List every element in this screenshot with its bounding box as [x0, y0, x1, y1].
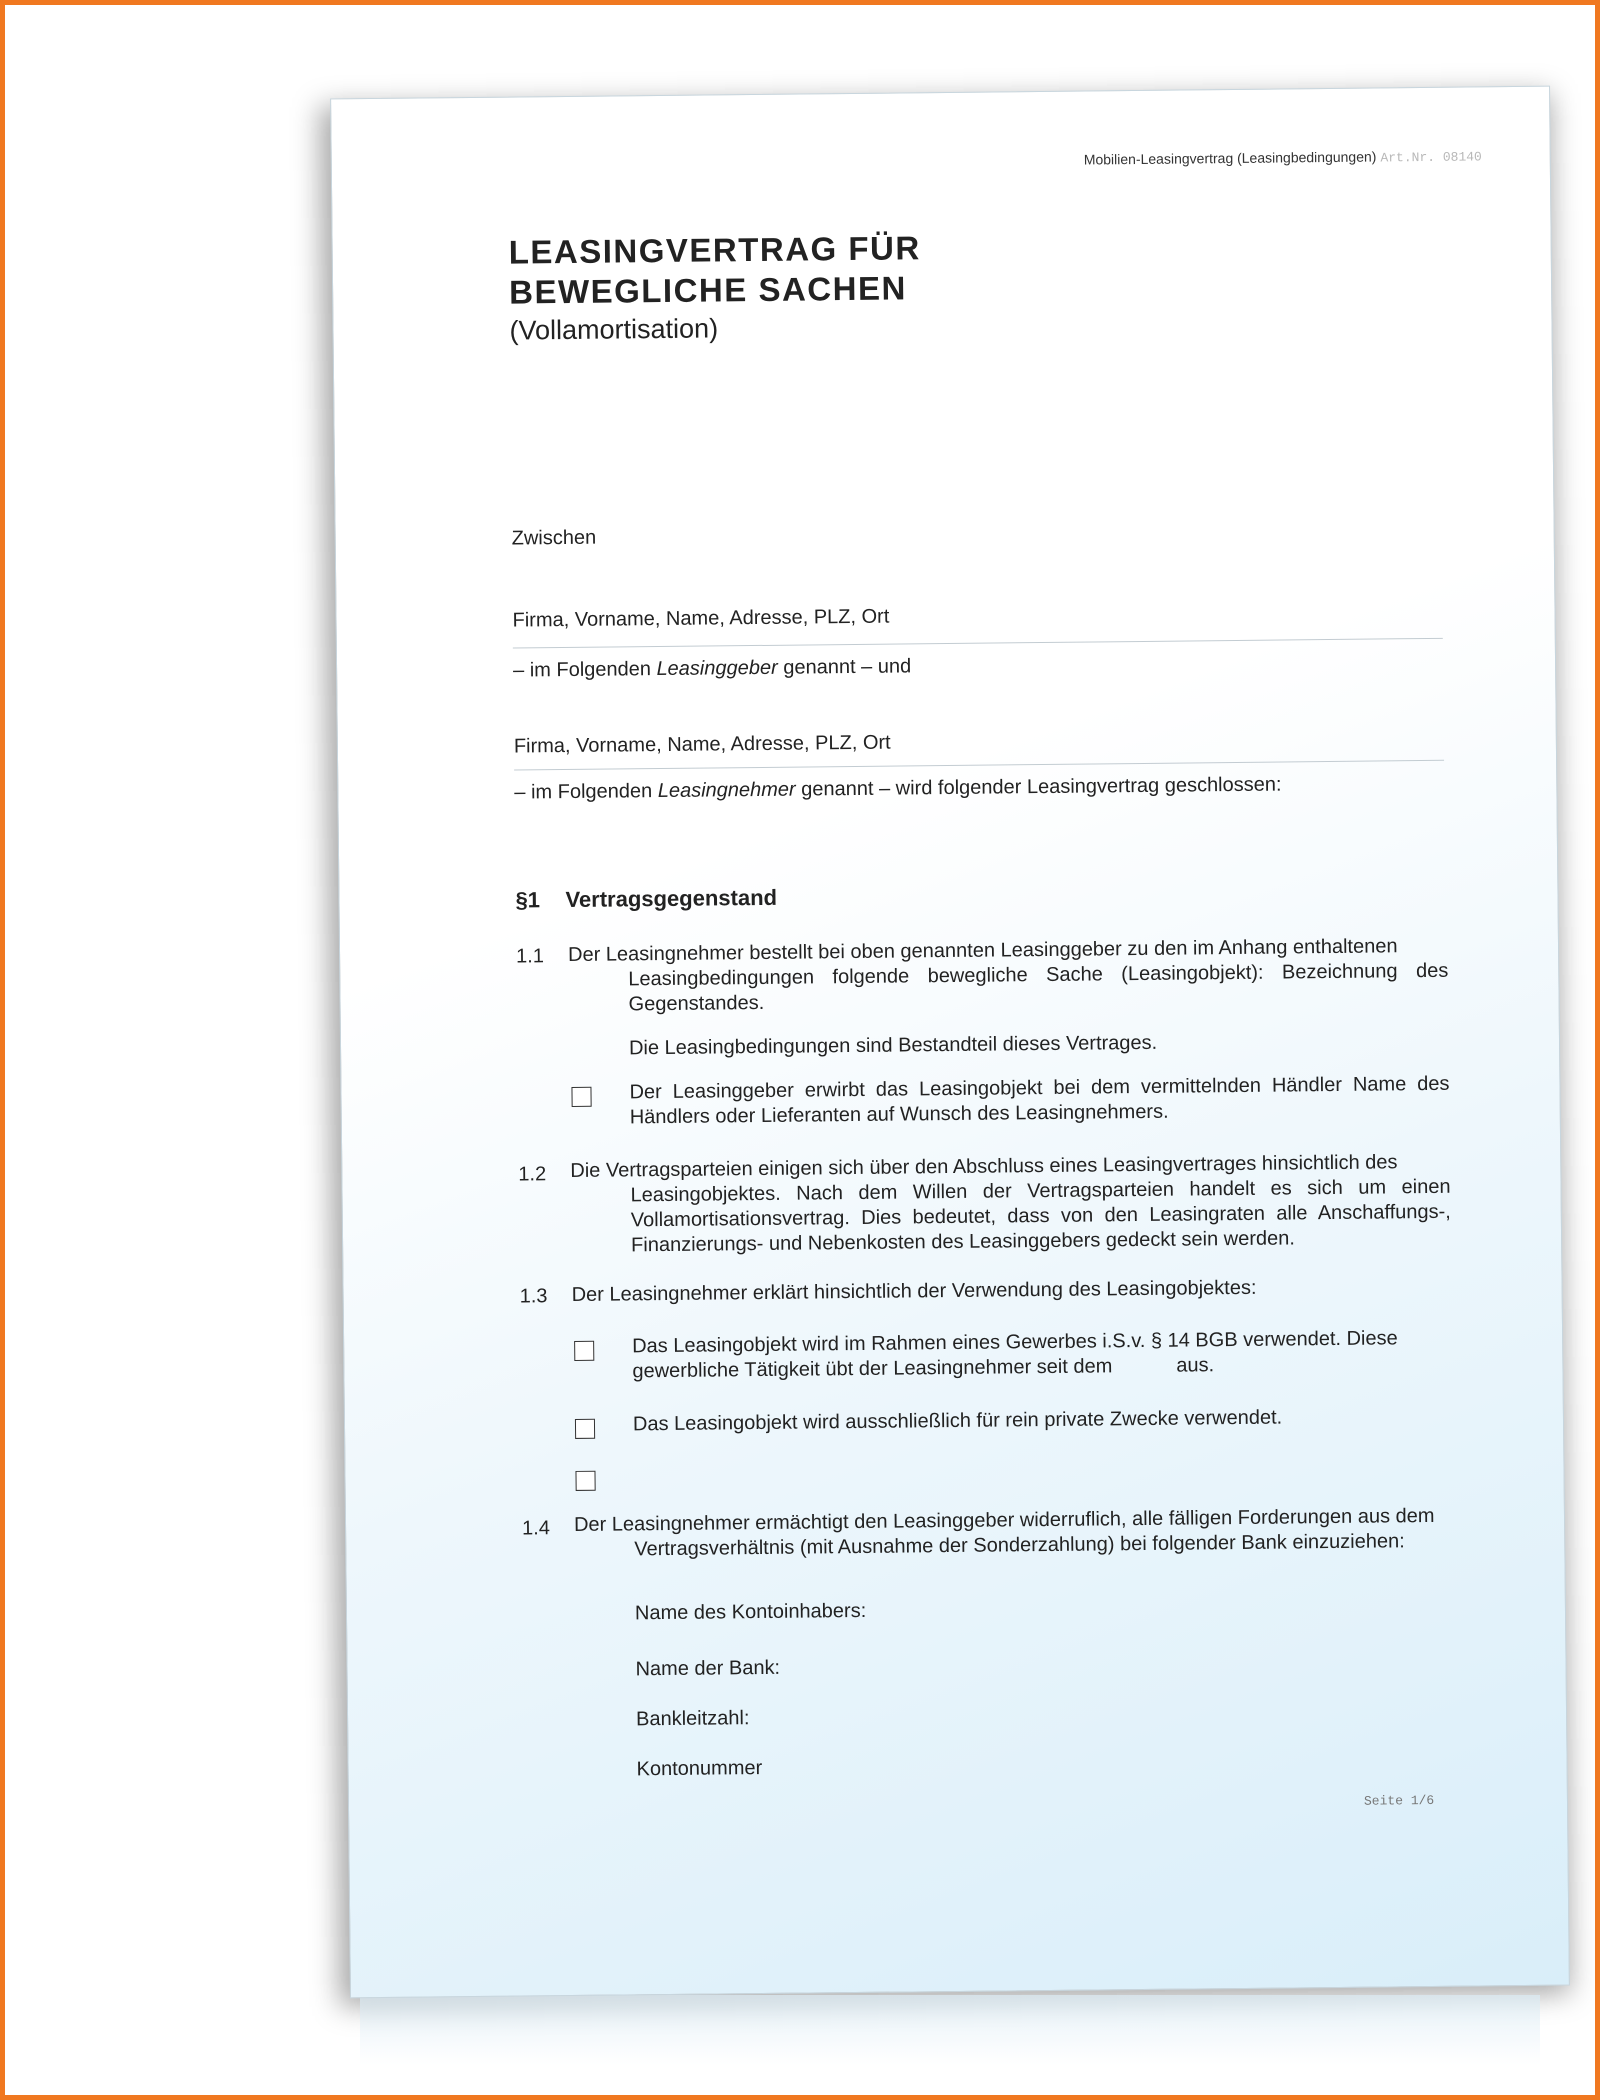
clause-1-3-number: 1.3 [519, 1285, 548, 1308]
clause-1-1-number: 1.1 [515, 945, 545, 968]
party1-role-name: Leasinggeber [656, 656, 778, 681]
clause-1-3-option-1-checkbox[interactable] [574, 1341, 594, 1361]
clause-1-4-first-line: Der Leasingnehmer ermächtigt den Leasinggeber widerruflich, alle fälligen Forderungen aus dem [573, 1504, 1435, 1536]
party2-line [514, 760, 1444, 771]
title-line-2: BEWEGLICHE SACHEN [508, 269, 907, 311]
clause-1-1-rest: Leasingbedingungen folgende bewegliche Sache (Leasingobjekt): Bezeichnung des Gegenstandes. [628, 959, 1449, 1016]
clause-1-4 [574, 1504, 1454, 1563]
clause-1-3-option-2: Das Leasingobjekt wird ausschließlich für rein private Zwecke verwendet. [632, 1406, 1283, 1436]
section-number: §1 [515, 887, 541, 913]
clause-1-2-first-line: Die Vertragsparteien einigen sich über den Abschluss eines Leasingvertrages hinsichtlich des [570, 1151, 1398, 1182]
clause-1-3-text: Der Leasingnehmer erklärt hinsichtlich der Verwendung des Leasingobjektes: [571, 1276, 1257, 1306]
party2-role-post: genannt – wird folgender Leasingvertrag geschlossen: [795, 773, 1282, 801]
article-number: Art.Nr. 08140 [1380, 149, 1482, 166]
party2-role-pre: – im Folgenden [514, 780, 658, 804]
since-date-blank[interactable] [1112, 1372, 1176, 1373]
document-page [330, 86, 1570, 1999]
party2-fields: Firma, Vorname, Name, Adresse, PLZ, Ort [513, 731, 891, 758]
clause-1-4-rest: Vertragsverhältnis (mit Ausnahme der Sonderzahlung) bei folgender Bank einzuziehen: [634, 1530, 1405, 1561]
party1-fields: Firma, Vorname, Name, Adresse, PLZ, Ort [512, 605, 890, 632]
clause-1-2-number: 1.2 [518, 1163, 547, 1186]
clause-1-3-option-1-line-1: Das Leasingobjekt wird im Rahmen eines Gewerbes i.S.v. § 14 BGB verwendet. Diese [632, 1327, 1398, 1358]
clause-1-1-option-text: Der Leasinggeber erwirbt das Leasingobjekt bei dem vermittelnden Händler Name des Händlers oder Lieferanten auf Wunsch des Leasingnehmers. [629, 1072, 1450, 1129]
party2-role-name: Leasingnehmer [657, 778, 796, 803]
clause-1-2-rest: Leasingobjektes. Nach dem Willen der Vertragsparteien handelt es sich um einen Vollamortisationsvertrag. Dies bedeutet, dass von den Leasingraten alle Anschaffungs-, Finanzierungs- und Nebenkosten des Leasinggebers gedeckt sein werden. [630, 1175, 1451, 1257]
clause-1-4-number: 1.4 [521, 1517, 550, 1540]
clause-1-3-option-1 [632, 1326, 1452, 1385]
account-number-label: Kontonummer [636, 1757, 763, 1781]
clause-1-3-option-1-since: gewerbliche Tätigkeit übt der Leasingnehmer seit dem [632, 1355, 1113, 1383]
section-title: Vertragsgegenstand [565, 884, 778, 913]
clause-1-1-first-line: Der Leasingnehmer bestellt bei oben genannten Leasinggeber zu den im Anhang enthaltenen [567, 935, 1398, 966]
document-reference-name: Mobilien-Leasingvertrag (Leasingbedingungen) [1083, 148, 1377, 168]
document-reference [1084, 147, 1482, 168]
title-line-1: LEASINGVERTRAG FÜR [508, 229, 921, 271]
page-number: Seite 1/6 [1363, 1792, 1435, 1809]
bank-code-label: Bankleitzahl: [635, 1707, 750, 1731]
party1-role [513, 653, 911, 683]
account-holder-label: Name des Kontoinhabers: [634, 1599, 867, 1625]
clause-1-3-option-3-checkbox[interactable] [575, 1471, 595, 1491]
clause-1-1 [568, 934, 1449, 1018]
party1-role-pre: – im Folgenden [512, 658, 657, 682]
clause-1-1-option-checkbox[interactable] [571, 1087, 591, 1107]
clause-1-3-option-1-end: aus. [1176, 1354, 1215, 1377]
document-subtitle: (Vollamortisation) [509, 313, 719, 346]
clause-1-3-option-2-checkbox[interactable] [575, 1419, 595, 1439]
document-title [508, 228, 921, 312]
paper-reflection [360, 1995, 1540, 2065]
bank-name-label: Name der Bank: [635, 1656, 781, 1681]
party1-line [513, 638, 1443, 649]
party1-role-post: genannt – und [777, 655, 912, 679]
clause-1-1-note: Die Leasingbedingungen sind Bestandteil dieses Vertrages. [628, 1031, 1158, 1060]
clause-1-2 [570, 1150, 1451, 1259]
party2-role [514, 772, 1281, 806]
between-label: Zwischen [511, 526, 597, 550]
